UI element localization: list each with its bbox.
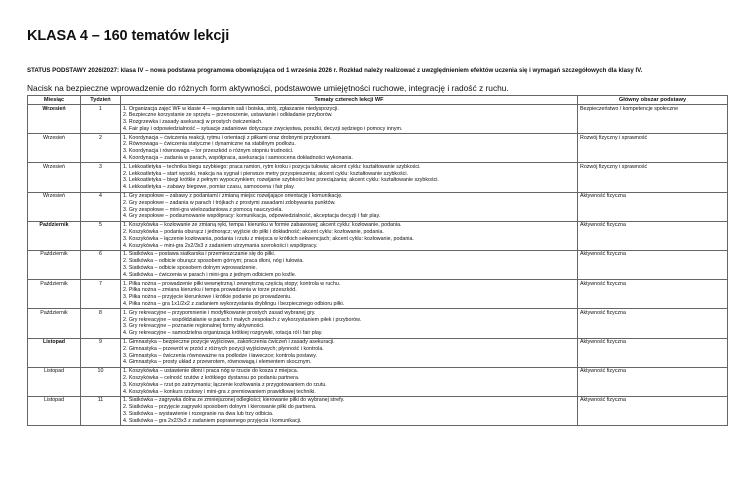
table-row [28, 338, 728, 367]
row-area-cell [578, 338, 728, 367]
row-month: Listopad [28, 367, 81, 396]
row-topics [121, 192, 578, 221]
row-area: Aktywność fizyczna [580, 368, 626, 375]
lesson-topic: 4. Piłka nożna – gra 1x1/2x2 z zadaniem wykorzystania dryblingu i bezpiecznego odbioru piłki. [123, 301, 345, 308]
lesson-topic: 3. Gry zespołowe – mini-gra wielozadaniowa z pomocą nauczyciela. [123, 206, 283, 213]
row-area-cell [578, 250, 728, 279]
table-row [28, 309, 728, 338]
lesson-topic: 1. Koszykówka – kozłowanie ze zmianą ręki, tempa i kierunku w formie zabawowej; akcent cyklu: kozłowanie, podania. [123, 222, 402, 229]
row-week: 3 [81, 163, 121, 192]
lesson-topic: 2. Równowaga – ćwiczenia statyczne i dynamiczne na stabilnym podłożu. [123, 141, 296, 148]
row-area: Aktywność fizyczna [580, 280, 626, 287]
row-area-cell [578, 163, 728, 192]
lesson-topic: 3. Piłka nożna – przyjęcie kierunkowe i krótkie podanie po prowadzeniu. [123, 294, 292, 301]
lesson-topic: 3. Lekkoatletyka – biegi krótkie z pełnym wypoczynkiem; rozwijanie szybkości bez przeciążania; akcent cyklu: kształtowanie szybkości. [123, 177, 439, 184]
row-month: Październik [28, 280, 81, 309]
lesson-topic: 4. Koordynacja – zadania w parach, współpraca, asekuracja i samoocena dokładności wykonania. [123, 155, 353, 162]
row-area: Bezpieczeństwo / kompetencje społeczne [580, 105, 679, 112]
row-month: Październik [28, 221, 81, 250]
row-area-cell [578, 367, 728, 396]
row-area: Aktywność fizyczna [580, 222, 626, 229]
row-area-cell [578, 192, 728, 221]
header-week: Tydzień [81, 96, 121, 105]
lesson-topic: 3. Siatkówka – wystawienie i rozegranie na dwa lub trzy odbicia. [123, 410, 274, 417]
row-month: Listopad [28, 338, 81, 367]
row-topics [121, 105, 578, 134]
lesson-topic: 1. Gry rekreacyjne – przypomnienie i modyfikowanie prostych zasad wybranej gry. [123, 309, 316, 316]
lesson-topic: 1. Organizacja zajęć WF w klasie 4 – regulamin sali i boiska, strój, zgłaszanie niedyspozycji. [123, 105, 339, 112]
row-area: Aktywność fizyczna [580, 251, 626, 258]
row-topics [121, 221, 578, 250]
lesson-topic: 4. Koszykówka – mini-gra 2x2/3x3 z zadaniem utrzymania szerokości i współpracy. [123, 242, 318, 249]
row-area-cell [578, 105, 728, 134]
lesson-topic: 2. Siatkówka – przyjęcie zagrywki sposobem dolnym i kierowanie piłki do partnera. [123, 404, 317, 411]
intro-text: Nacisk na bezpieczne wprowadzenie do różnych form aktywności, podstawowe umiejętności ruchowe, integrację i radość z ruchu. [27, 83, 509, 93]
table-row [28, 367, 728, 396]
row-week: 10 [81, 367, 121, 396]
table-row [28, 192, 728, 221]
table-row [28, 163, 728, 192]
lesson-topic: 2. Gry zespołowe – zadania w parach i trójkach z prostymi zasadami zdobywania punktów. [123, 199, 336, 206]
row-topics [121, 250, 578, 279]
row-month: Listopad [28, 396, 81, 425]
lesson-topic: 4. Siatkówka – ćwiczenia w parach i mini-gra z jednym odbiciem po koźle. [123, 271, 297, 278]
table-row [28, 105, 728, 134]
row-topics [121, 338, 578, 367]
row-week: 5 [81, 221, 121, 250]
lesson-topic: 3. Gimnastyka – ćwiczenia równoważne na podłodze i ławeczce; kontrola postawy. [123, 352, 317, 359]
lesson-topic: 3. Koordynacja i równowaga – tor przeszkód o różnym stopniu trudności. [123, 148, 294, 155]
row-week: 8 [81, 309, 121, 338]
row-area-cell [578, 396, 728, 425]
lesson-topic: 4. Koszykówka – konkurs rzutowy i mini-gra z premiowaniem prawidłowej techniki. [123, 388, 316, 395]
row-week: 7 [81, 280, 121, 309]
header-area: Główny obszar podstawy [578, 96, 728, 105]
row-topics [121, 134, 578, 163]
lesson-topic: 4. Lekkoatletyka – zabawy biegowe, pomiar czasu, samoocena i fair play. [123, 184, 295, 191]
row-topics [121, 280, 578, 309]
status-note-text: STATUS PODSTAWY 2026/2027: klasa IV – nowa podstawa programowa obowiązująca od 1 września 2026 r. Rozkład należy realizować z uwzględnieniem efektów uczenia się i wymagań szczegółowych dla klasy IV. [27, 67, 643, 74]
row-week: 6 [81, 250, 121, 279]
row-week: 11 [81, 396, 121, 425]
row-month: Wrzesień [28, 134, 81, 163]
row-topics [121, 163, 578, 192]
lesson-topic: 4. Gimnastyka – prosty układ z przewrotem, równowagą i elementem skocznym. [123, 359, 312, 366]
row-topics [121, 309, 578, 338]
lesson-topic: 2. Koszykówka – podania oburącz i jednorącz; wyjście do piłki i dokładność; akcent cyklu: kozłowanie, podania. [123, 229, 384, 236]
lesson-topic: 3. Rozgrzewka i zasady asekuracji w prostych ćwiczeniach. [123, 119, 263, 126]
row-month: Wrzesień [28, 192, 81, 221]
row-month: Wrzesień [28, 163, 81, 192]
lesson-topic: 2. Gry rekreacyjne – współdziałanie w parach i małych zespołach z wykorzystaniem piłek i przyborów. [123, 316, 362, 323]
lesson-topic: 1. Siatkówka – zagrywka dolna ze zmniejszonej odległości; kierowanie piłki do wybranej strefy. [123, 397, 345, 404]
lesson-topic: 2. Koszykówka – celność rzutów z krótkiego dystansu po podaniu partnera. [123, 374, 300, 381]
lesson-topic: 1. Koordynacja – ćwiczenia reakcji, rytmu i orientacji z piłkami oraz drobnymi przyborami. [123, 134, 332, 141]
header-month: Miesiąc [28, 96, 81, 105]
row-area-cell [578, 280, 728, 309]
row-month: Październik [28, 309, 81, 338]
lesson-topic: 2. Bezpieczne korzystanie ze sprzętu – przenoszenie, ustawianie i odkładanie przyborów. [123, 112, 333, 119]
lesson-topic: 4. Gry rekreacyjne – samodzielna organizacja krótkiej rozgrywki, rotacja ról i fair play. [123, 330, 323, 337]
row-week: 2 [81, 134, 121, 163]
lesson-topic: 4. Siatkówka – gra 2x2/3x3 z zadaniem poprawnego przyjęcia i komunikacji. [123, 417, 302, 424]
row-week: 4 [81, 192, 121, 221]
table-row [28, 221, 728, 250]
lesson-plan-table [27, 95, 728, 426]
lesson-topic: 1. Gimnastyka – bezpieczne pozycje wyjściowe, zakończenia ćwiczeń i zasady asekuracji. [123, 339, 335, 345]
lesson-topic: 3. Koszykówka – rzut po zatrzymaniu; łączenie kozłowania z przygotowaniem do rzutu. [123, 381, 327, 388]
table-header-row [28, 96, 728, 105]
row-week: 1 [81, 105, 121, 134]
row-area-cell [578, 309, 728, 338]
row-area-cell [578, 221, 728, 250]
lesson-topic: 3. Koszykówka – łączenie kozłowania, podania i rzutu z miejsca w krótkich sekwencjach; akcent cyklu: kozłowanie, podania. [123, 235, 414, 242]
page-title: KLASA 4 – 160 tematów lekcji [27, 28, 230, 44]
lesson-topic: 3. Gry rekreacyjne – poznanie regionalnej formy aktywności. [123, 323, 265, 330]
lesson-topic: 1. Koszykówka – ustawienie dłoni i praca nóg w rzucie do kosza z miejsca. [123, 368, 299, 375]
lesson-topic: 2. Lekkoatletyka – start wysoki, reakcja na sygnał i pierwsze metry przyspieszenia; akcent cyklu: kształtowanie szybkości. [123, 170, 408, 177]
row-area: Aktywność fizyczna [580, 397, 626, 404]
table-row [28, 134, 728, 163]
row-area: Aktywność fizyczna [580, 339, 626, 345]
status-note [27, 67, 727, 75]
lesson-topic: 4. Gry zespołowe – podsumowanie współpracy: komunikacja, odpowiedzialność, akceptacja decyzji i fair play. [123, 213, 381, 220]
lesson-topic: 4. Fair play i odpowiedzialność – sytuacje zadaniowe dotyczące zwycięstwa, porażki, decyzji sędziego i pomocy innym. [123, 125, 403, 132]
lesson-topic: 3. Siatkówka – odbicie sposobem dolnym wprowadzenie. [123, 265, 257, 272]
table-row [28, 396, 728, 425]
row-topics [121, 367, 578, 396]
row-topics [121, 396, 578, 425]
lesson-topic: 2. Gimnastyka – przewrót w przód z różnych pozycji wyjściowych; płynność i kontrola. [123, 345, 324, 352]
row-area: Aktywność fizyczna [580, 309, 626, 316]
lesson-topic: 1. Gry zespołowe – zabawy z podaniami i zmianą miejsc rozwijające orientację i komunikację. [123, 193, 343, 200]
table-body [28, 105, 728, 426]
row-area: Rozwój fizyczny i sprawność [580, 163, 648, 170]
row-week: 9 [81, 338, 121, 367]
row-area: Rozwój fizyczny i sprawność [580, 134, 648, 141]
row-month: Październik [28, 250, 81, 279]
lesson-topic: 1. Piłka nożna – prowadzenie piłki wewnętrzną i zewnętrzną częścią stopy; kontrola w ruchu. [123, 280, 341, 287]
row-area-cell [578, 134, 728, 163]
lesson-topic: 1. Lekkoatletyka – technika biegu szybkiego: praca ramion, rytm kroku i pozycja tułowia; akcent cyklu: kształtowanie szybkości. [123, 163, 421, 170]
row-area: Aktywność fizyczna [580, 193, 626, 200]
lesson-topic: 2. Siatkówka – odbicie oburącz sposobem górnym; praca dłoni, nóg i tułowia. [123, 258, 304, 265]
lesson-topic: 1. Siatkówka – postawa siatkarska i przemieszczanie się do piłki. [123, 251, 276, 258]
lesson-topic: 2. Piłka nożna – zmiana kierunku i tempa prowadzenia w torze przeszkód. [123, 287, 297, 294]
table-row [28, 250, 728, 279]
table-row [28, 280, 728, 309]
header-topics: Tematy czterech lekcji WF [121, 96, 578, 105]
row-month: Wrzesień [28, 105, 81, 134]
